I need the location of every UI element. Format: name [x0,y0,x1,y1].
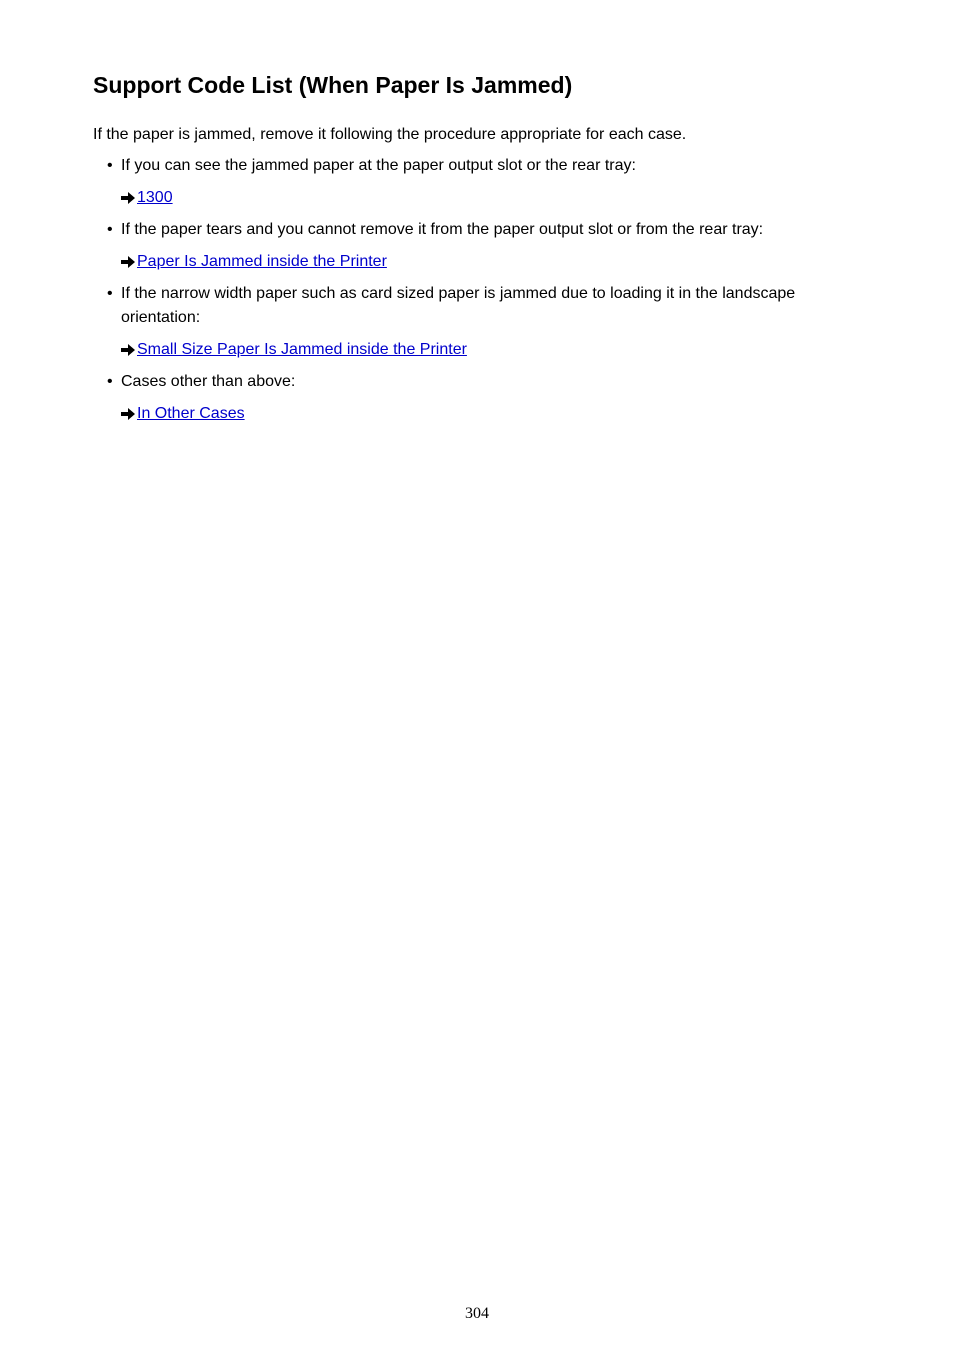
arrow-right-icon [121,344,135,356]
arrow-right-icon [121,256,135,268]
case-description: If the narrow width paper such as card sized paper is jammed due to loading it in the landscape [121,285,796,302]
case-link-row [121,402,245,426]
case-description: Cases other than above: [121,373,296,390]
bullet: • [107,157,113,174]
case-link-row [121,186,173,210]
case-link-row [121,250,387,274]
page-number: 304 [465,1305,489,1322]
link-paper-jammed-inside-printer[interactable]: Paper Is Jammed inside the Printer [137,253,387,270]
bullet: • [107,285,113,302]
bullet: • [107,221,113,238]
link-in-other-cases[interactable]: In Other Cases [137,405,245,422]
bullet: • [107,373,113,390]
link-small-size-paper-jammed[interactable]: Small Size Paper Is Jammed inside the Printer [137,341,467,358]
case-description: If you can see the jammed paper at the paper output slot or the rear tray: [121,157,636,174]
page-title: Support Code List (When Paper Is Jammed) [93,72,573,98]
link-1300[interactable]: 1300 [137,189,173,206]
arrow-right-icon [121,192,135,204]
intro-text: If the paper is jammed, remove it following the procedure appropriate for each case. [93,126,687,143]
case-description: If the paper tears and you cannot remove it from the paper output slot or from the rear tray: [121,221,764,238]
case-link-row [121,338,467,362]
case-description-continued: orientation: [121,309,201,326]
arrow-right-icon [121,408,135,420]
